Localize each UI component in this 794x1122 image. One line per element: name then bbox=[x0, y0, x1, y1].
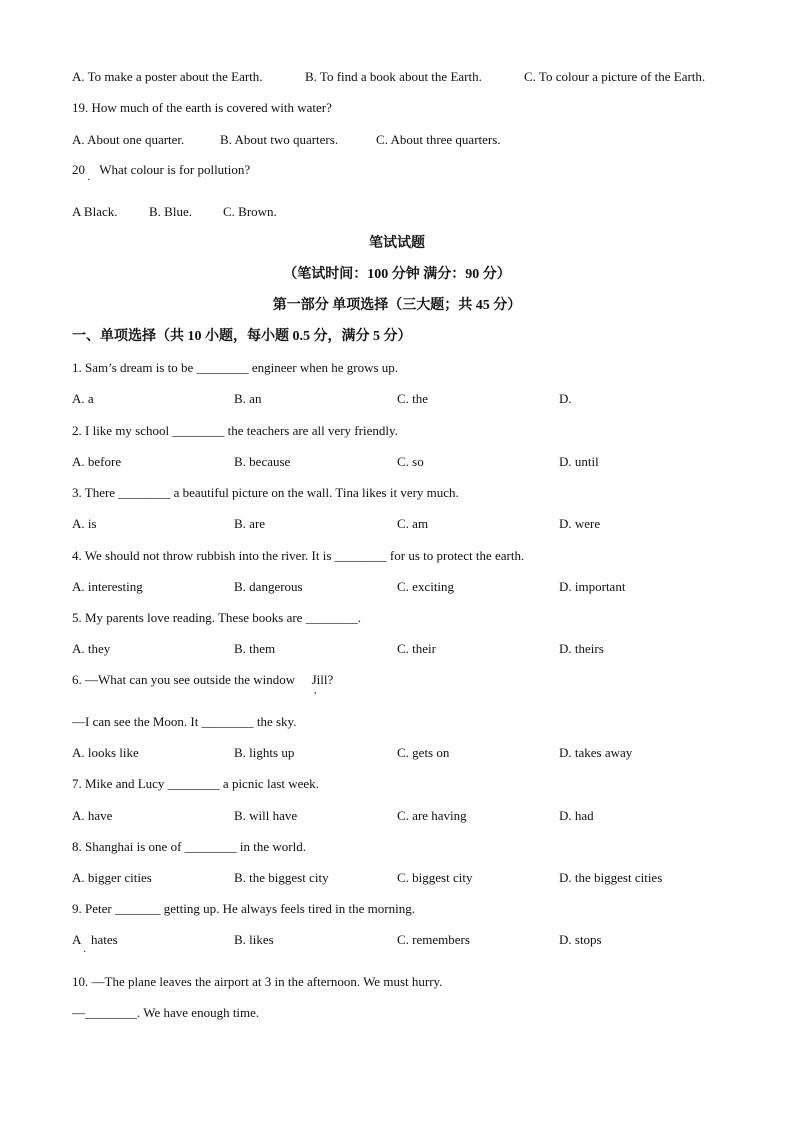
option-d: D. takes away bbox=[559, 745, 633, 760]
question-8: 8. Shanghai is one of ________ in the world. bbox=[72, 839, 306, 854]
exam-info: （笔试时间：100 分钟 满分：90 分） bbox=[283, 267, 511, 282]
option-a: A. before bbox=[72, 454, 122, 469]
question-10: 10. —The plane leaves the airport at 3 in the afternoon. We must hurry. bbox=[72, 974, 443, 989]
option-b: B. them bbox=[234, 641, 276, 656]
option-b: B. because bbox=[234, 454, 291, 469]
question-20 bbox=[72, 162, 250, 178]
question-5: 5. My parents love reading. These books are ________. bbox=[72, 610, 361, 625]
option-c: C. To colour a picture of the Earth. bbox=[524, 69, 706, 84]
question-2: 2. I like my school ________ the teachers are all very friendly. bbox=[72, 423, 398, 438]
question-9: 9. Peter _______ getting up. He always feels tired in the morning. bbox=[72, 901, 415, 916]
option-c: C. their bbox=[397, 641, 436, 656]
question-tail: Jill? bbox=[311, 672, 334, 687]
question-2-options bbox=[72, 454, 752, 470]
option-d: D. theirs bbox=[559, 641, 604, 656]
option-a: A. To make a poster about the Earth. bbox=[72, 69, 263, 84]
option-b: B. Blue. bbox=[149, 204, 192, 219]
option-b: B. To find a book about the Earth. bbox=[305, 69, 482, 84]
question-9-options bbox=[72, 932, 752, 948]
option-b: B. lights up bbox=[234, 745, 295, 760]
option-c: C. am bbox=[397, 516, 429, 531]
section-heading: 一、单项选择（共 10 小题，每小题 0.5 分，满分 5 分） bbox=[72, 329, 412, 344]
question-7-options bbox=[72, 808, 752, 824]
question-number: 20 bbox=[72, 162, 85, 177]
question-19: 19. How much of the earth is covered with water? bbox=[72, 100, 332, 115]
option-a: A. they bbox=[72, 641, 111, 656]
question-19-options bbox=[72, 132, 752, 148]
option-b: B. dangerous bbox=[234, 579, 303, 594]
option-b: B. will have bbox=[234, 808, 298, 823]
question-1-options bbox=[72, 391, 752, 407]
section-title: 笔试试题 bbox=[369, 236, 425, 251]
option-b: B. an bbox=[234, 391, 262, 406]
option-a: A. have bbox=[72, 808, 113, 823]
question-3: 3. There ________ a beautiful picture on the wall. Tina likes it very much. bbox=[72, 485, 459, 500]
option-a: A. a bbox=[72, 391, 94, 406]
question-4-options bbox=[72, 579, 752, 595]
stray-dot-mark: · bbox=[83, 947, 87, 958]
option-d: D. important bbox=[559, 579, 626, 594]
option-a: A. looks like bbox=[72, 745, 139, 760]
option-d: D. bbox=[559, 391, 572, 406]
option-d: D. stops bbox=[559, 932, 602, 947]
question-6-options bbox=[72, 745, 752, 761]
part-heading: 第一部分 单项选择（三大题；共 45 分） bbox=[272, 298, 522, 313]
option-c: C. gets on bbox=[397, 745, 450, 760]
option-c: C. biggest city bbox=[397, 870, 473, 885]
question-7: 7. Mike and Lucy ________ a picnic last week. bbox=[72, 776, 319, 791]
question-6 bbox=[72, 672, 333, 688]
option-a: A. bigger cities bbox=[72, 870, 152, 885]
question-6-reply: —I can see the Moon. It ________ the sky. bbox=[72, 714, 297, 729]
option-b: B. likes bbox=[234, 932, 274, 947]
option-b: B. the biggest city bbox=[234, 870, 329, 885]
question-10-reply: —________. We have enough time. bbox=[72, 1005, 260, 1020]
option-a: A. About one quarter. bbox=[72, 132, 185, 147]
option-a-letter: A bbox=[72, 932, 82, 947]
question-text: What colour is for pollution? bbox=[99, 162, 251, 177]
option-a: A. interesting bbox=[72, 579, 143, 594]
option-c: C. are having bbox=[397, 808, 467, 823]
option-c: C. About three quarters. bbox=[376, 132, 501, 147]
option-d: D. had bbox=[559, 808, 594, 823]
option-b: B. About two quarters. bbox=[220, 132, 339, 147]
question-4: 4. We should not throw rubbish into the river. It is ________ for us to protect the earth. bbox=[72, 548, 525, 563]
option-c: C. so bbox=[397, 454, 424, 469]
question-3-options bbox=[72, 516, 752, 532]
option-a: A. is bbox=[72, 516, 97, 531]
question-8-options bbox=[72, 870, 752, 886]
question-1: 1. Sam’s dream is to be ________ engineer when he grows up. bbox=[72, 360, 399, 375]
question-5-options bbox=[72, 641, 752, 657]
option-c: C. exciting bbox=[397, 579, 455, 594]
prev-question-options bbox=[72, 69, 752, 85]
option-d: D. the biggest cities bbox=[559, 870, 663, 885]
option-b: B. are bbox=[234, 516, 266, 531]
option-c: C. Brown. bbox=[223, 204, 277, 219]
question-text: 6. —What can you see outside the window bbox=[72, 672, 296, 687]
stray-dot-mark: · bbox=[87, 175, 91, 186]
option-a: A Black. bbox=[72, 204, 118, 219]
option-a: hates bbox=[91, 932, 118, 947]
option-d: D. until bbox=[559, 454, 599, 469]
option-d: D. were bbox=[559, 516, 601, 531]
question-20-options bbox=[72, 204, 752, 220]
stray-comma-mark: , bbox=[314, 685, 317, 696]
option-c: C. remembers bbox=[397, 932, 470, 947]
option-c: C. the bbox=[397, 391, 429, 406]
